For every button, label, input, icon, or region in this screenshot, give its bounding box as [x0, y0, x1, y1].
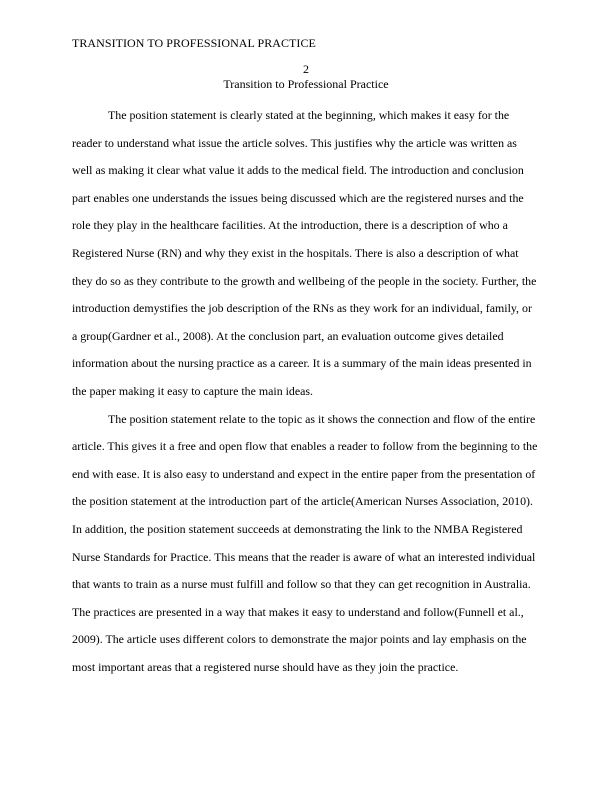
running-head: TRANSITION TO PROFESSIONAL PRACTICE	[72, 36, 316, 50]
document-title: Transition to Professional Practice	[223, 77, 389, 91]
paragraph-1: The position statement is clearly stated at the beginning, which makes it easy for the reader to understand what issue the article solves. This justifies why the article was written as well as making it clear what value it adds to the medical field. The introduction and conclusion part enables one understands the issues being discussed which are the registered nurses and the role they play in the healthcare facilities. At the introduction, there is a description of who a Registered Nurse (RN) and why they exist in the hospitals. There is also a description of what they do so as they contribute to the growth and wellbeing of the people in the society. Further, the introduction demystifies the job description of the RNs as they work for an individual, family, or a group(Gardner et al., 2008). At the conclusion part, an evaluation outcome gives detailed information about the nursing practice as a career. It is a summary of the main ideas presented in the paper making it easy to capture the main ideas.	[72, 108, 537, 398]
page-number: 2	[303, 62, 309, 76]
body-text	[72, 102, 540, 681]
paragraph-2: The position statement relate to the topic as it shows the connection and flow of the entire article. This gives it a free and open flow that enables a reader to follow from the beginning to the end with ease. It is also easy to understand and expect in the entire paper from the presentation of the position statement at the introduction part of the article(American Nurses Association, 2010). In addition, the position statement succeeds at demonstrating the link to the NMBA Registered Nurse Standards for Practice. This means that the reader is aware of what an interested individual that wants to train as a nurse must fulfill and follow so that they can get recognition in Australia. The practices are presented in a way that makes it easy to understand and follow(Funnell et al., 2009). The article uses different colors to demonstrate the major points and lay emphasis on the most important areas that a registered nurse should have as they join the practice.	[72, 411, 538, 674]
